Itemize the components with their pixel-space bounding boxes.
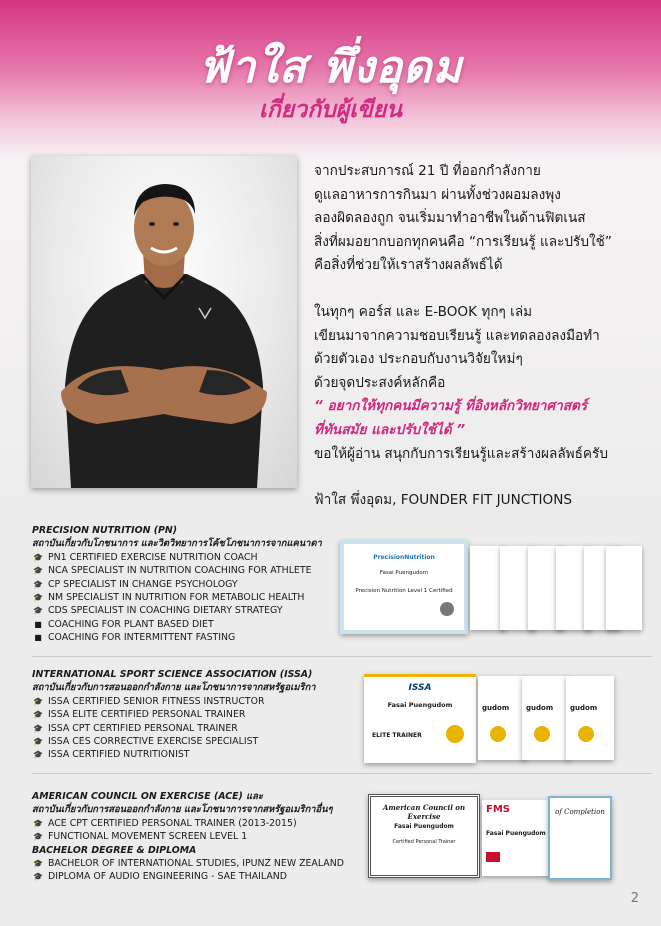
list-item [32,748,352,761]
certificate-thumb [606,546,642,630]
list-item-label: CP SPECIALIST IN CHANGE PSYCHOLOGY [48,578,238,590]
bio-line: จากประสบการณ์ 21 ปี ที่ออกกำลังกาย [314,163,541,179]
list-item [32,578,342,591]
graduation-cap-icon: 🎓 [33,566,43,576]
graduation-cap-icon: 🎓 [33,606,43,616]
list-item-label: ISSA CPT CERTIFIED PERSONAL TRAINER [48,722,238,734]
list-item [32,631,342,644]
list-item [32,551,342,564]
graduation-cap-icon: 🎓 [33,859,43,869]
list-item-label: ISSA ELITE CERTIFIED PERSONAL TRAINER [48,709,246,721]
certificate-text: Fasai Puengudom [486,830,546,837]
graduation-cap-icon: 🎓 [33,696,43,706]
section-heading: AMERICAN COUNCIL ON EXERCISE (ACE) และ [32,791,263,802]
certificate-thumb [522,676,570,760]
list-item-label: NM SPECIALIST IN NUTRITION FOR METABOLIC HEALTH [48,592,305,604]
certificate-text: FMS [486,804,510,815]
author-bio [314,160,644,513]
certificate-text: Precision Nutrition Level 1 Certified [355,588,453,594]
list-item-label: ISSA CERTIFIED SENIOR FITNESS INSTRUCTOR [48,695,265,707]
bio-line: สิ่งที่ผมอยากบอกทุกคนคือ “การเรียนรู้ และปรับใช้” [314,233,612,250]
certificate-text: Fasai Puengudom [379,570,429,576]
certificate-thumb [478,676,526,760]
section-heading: INTERNATIONAL SPORT SCIENCE ASSOCIATION (ISSA) [32,669,313,680]
section-heading: BACHELOR DEGREE & DIPLOMA [32,844,197,856]
list-item [32,870,362,883]
page-title: ฟ้าใส พึ่งอุดม [198,42,463,93]
list-item-label: PN1 CERTIFIED EXERCISE NUTRITION COACH [48,551,258,563]
list-item-label: BACHELOR OF INTERNATIONAL STUDIES, IPUNZ NEW ZEALAND [48,858,344,870]
list-item [32,695,352,708]
section-divider [32,656,652,657]
list-item-label: DIPLOMA OF AUDIO ENGINEERING - SAE THAILAND [48,871,287,883]
list-item [32,591,342,604]
bio-line: ด้วยจุดประสงค์หลักคือ [314,374,446,391]
bio-line: ด้วยตัวเอง ประกอบกับงานวิจัยใหม่ๆ [314,351,523,368]
bio-signature: ฟ้าใส พึ่งอุดม, FOUNDER FIT JUNCTIONS [314,492,573,509]
bio-line: ดูแลอาหารการกินมา ผ่านทั้งช่วงผอมลงพุง [314,186,561,203]
fms-certificate [482,800,552,876]
graduation-cap-icon: 🎓 [33,832,43,842]
list-item [32,817,362,830]
list-item-label: CDS SPECIALIST IN COACHING DIETARY STRATEGY [48,605,283,617]
bio-quote: ที่ทันสมัย และปรับใช้ได้ ” [314,421,466,438]
certificate-text: gudom [570,704,598,712]
bio-line: คือสิ่งที่ช่วยให้เราสร้างผลลัพธ์ได้ [314,257,503,274]
certificate-text: Certified Personal Trainer [392,839,456,845]
list-item [32,830,362,843]
section-subheading: สถาบันเกี่ยวกับการสอนออกกำลังกาย และโภชนาการจากสหรัฐอเมริกา [32,682,316,694]
section-subheading: สถาบันเกี่ยวกับโภชนาการ และวิตวิทยาการโค้ชโภชนาการจากแคนาดา [32,538,322,550]
section-subheading: สถาบันเกี่ยวกับการสอนออกกำลังกาย และโภชนาการจากสหรัฐอเมริกาอื่นๆ [32,804,333,816]
list-item [32,735,352,748]
certificate-thumb [566,676,614,760]
completion-certificate [548,796,612,880]
page-number: 2 [630,891,639,906]
pn-section [32,524,342,645]
certificate-text: gudom [482,704,510,712]
issa-certificate [364,674,476,763]
square-bullet-icon: ■ [34,633,42,643]
list-item-label: COACHING FOR INTERMITTENT FASTING [48,632,236,644]
list-item [32,618,342,631]
bio-quote: “ อยากให้ทุกคนมีความรู้ ที่อิงหลักวิทยาศาสตร์ [314,398,588,415]
issa-section [32,668,352,762]
certificate-text: PrecisionNutrition [373,554,435,561]
certificate-text: of Completion [555,808,605,816]
list-item-label: ISSA CERTIFIED NUTRITIONIST [48,749,190,761]
graduation-cap-icon: 🎓 [33,723,43,733]
graduation-cap-icon: 🎓 [33,579,43,589]
list-item [32,564,342,577]
graduation-cap-icon: 🎓 [33,818,43,828]
certificate-text: gudom [526,704,554,712]
list-item-label: COACHING FOR PLANT BASED DIET [48,618,214,630]
graduation-cap-icon: 🎓 [33,737,43,747]
certificate-text: American Council on Exercise [382,803,466,821]
list-item-label: NCA SPECIALIST IN NUTRITION COACHING FOR ATHLETE [48,565,312,577]
author-photo [31,156,297,488]
bio-line: เขียนมาจากความชอบเรียนรู้ และทดลองลงมือทำ [314,327,600,344]
certificate-text: ISSA [408,683,432,693]
ace-certificate [368,794,480,878]
certificate-text: ELITE TRAINER [372,732,422,739]
graduation-cap-icon: 🎓 [33,552,43,562]
list-item-label: ISSA CES CORRECTIVE EXERCISE SPECIALIST [48,736,259,748]
graduation-cap-icon: 🎓 [33,872,43,882]
page-subtitle: เกี่ยวกับผู้เขียน [259,97,402,123]
list-item [32,722,352,735]
list-item-label: ACE CPT CERTIFIED PERSONAL TRAINER (2013-2015) [48,817,297,829]
square-bullet-icon: ■ [34,619,42,629]
ace-section [32,790,362,884]
certificate-text: Fasai Puengudom [387,701,453,709]
list-item [32,857,362,870]
section-heading: PRECISION NUTRITION (PN) [32,525,177,536]
certificate-text: Fasai Puengudom [394,823,454,830]
list-item [32,708,352,721]
bio-line: ลองผิดลองถูก จนเริ่มมาทำอาชีพในด้านฟิตเนส [314,210,586,227]
graduation-cap-icon: 🎓 [33,710,43,720]
graduation-cap-icon: 🎓 [33,750,43,760]
bio-line: ในทุกๆ คอร์ส และ E-BOOK ทุกๆ เล่ม [314,303,533,320]
list-item [32,604,342,617]
section-divider [32,773,652,774]
pn-certificate [340,540,468,634]
list-item-label: FUNCTIONAL MOVEMENT SCREEN LEVEL 1 [48,831,248,843]
bio-closing: ขอให้ผู้อ่าน สนุกกับการเรียนรู้และสร้างผลลัพธ์ครับ [314,445,608,462]
graduation-cap-icon: 🎓 [33,593,43,603]
